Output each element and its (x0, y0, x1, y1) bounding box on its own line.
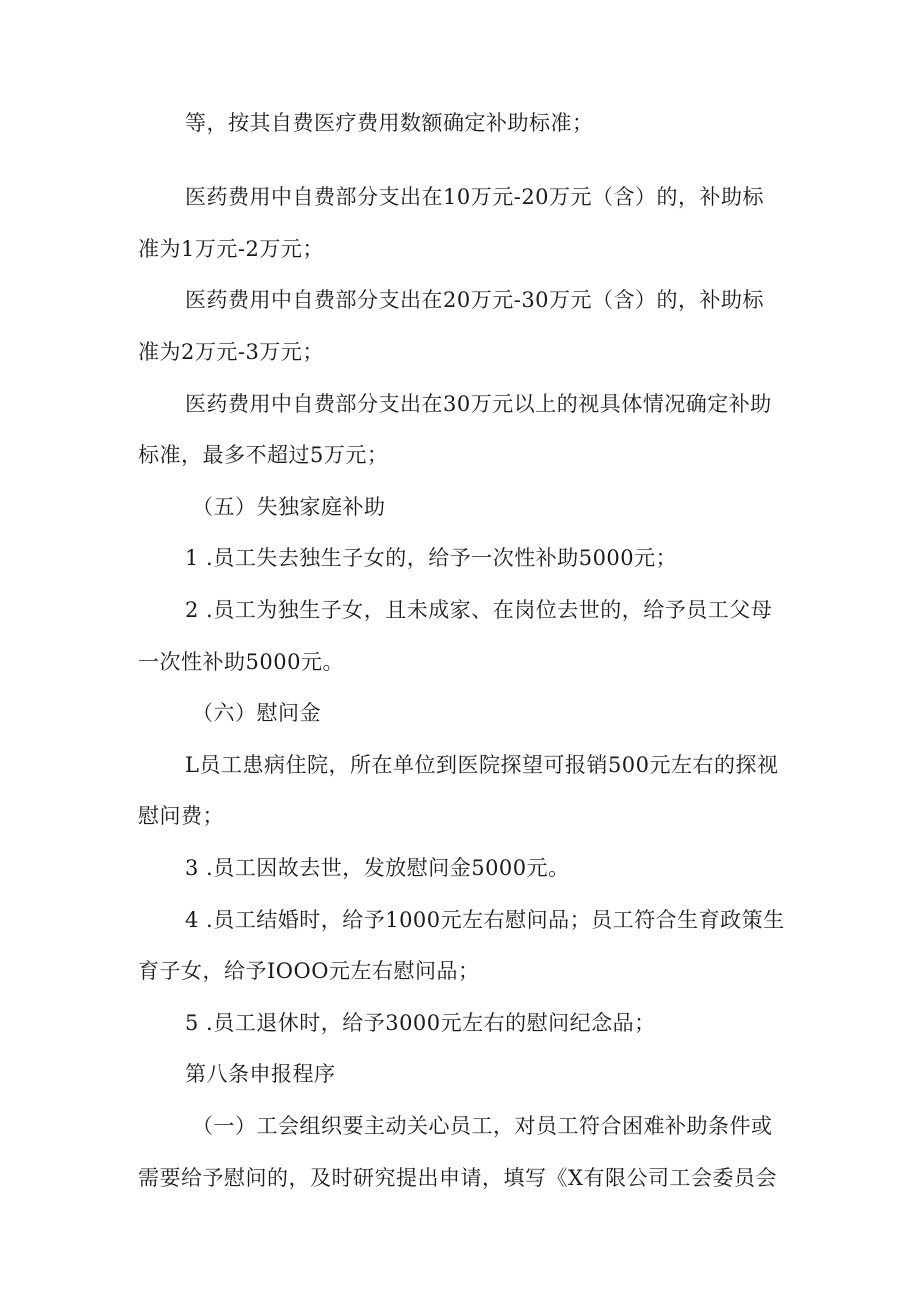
list-item: 3 .员工因故去世，发放慰问金5000元。 (185, 856, 570, 880)
list-item: 1 .员工失去独生子女的，给予一次性补助5000元； (185, 546, 678, 570)
list-item: 4 .员工结婚时，给予1000元左右慰问品；员工符合生育政策生 (185, 908, 785, 932)
paragraph-line: 医药费用中自费部分支出在30万元以上的视具体情况确定补助 (185, 392, 772, 416)
paragraph-line: 标准，最多不超过5万元； (138, 443, 389, 467)
paragraph-line: 医药费用中自费部分支出在20万元-30万元（含）的，补助标 (185, 288, 765, 312)
paragraph-line: （一）工会组织要主动关心员工，对员工符合困难补助条件或 (192, 1114, 773, 1138)
paragraph-line: 育子女，给予IOOO元左右慰问品； (138, 959, 480, 983)
list-item: L员工患病住院，所在单位到医院探望可报销500元左右的探视 (185, 753, 779, 777)
paragraph-line: 慰问费； (138, 804, 224, 828)
list-item: 5 .员工退休时，给予3000元左右的慰问纪念品； (185, 1011, 656, 1035)
article-heading: 第八条申报程序 (185, 1062, 336, 1086)
paragraph-line: 医药费用中自费部分支出在10万元-20万元（含）的，补助标 (185, 185, 765, 209)
section-heading: （五）失独家庭补助 (192, 495, 386, 519)
paragraph-line: 准为2万元-3万元； (138, 340, 324, 364)
paragraph-line: 需要给予慰问的，及时研究提出申请，填写《X有限公司工会委员会 (138, 1166, 777, 1190)
paragraph-line: 准为1万元-2万元； (138, 237, 324, 261)
list-item: 2 .员工为独生子女，且未成家、在岗位去世的，给予员工父母 (185, 598, 773, 622)
paragraph-line: 一次性补助5000元。 (138, 650, 344, 674)
section-heading: （六）慰问金 (192, 701, 321, 725)
paragraph-line: 等，按其自费医疗费用数额确定补助标准； (185, 111, 594, 135)
